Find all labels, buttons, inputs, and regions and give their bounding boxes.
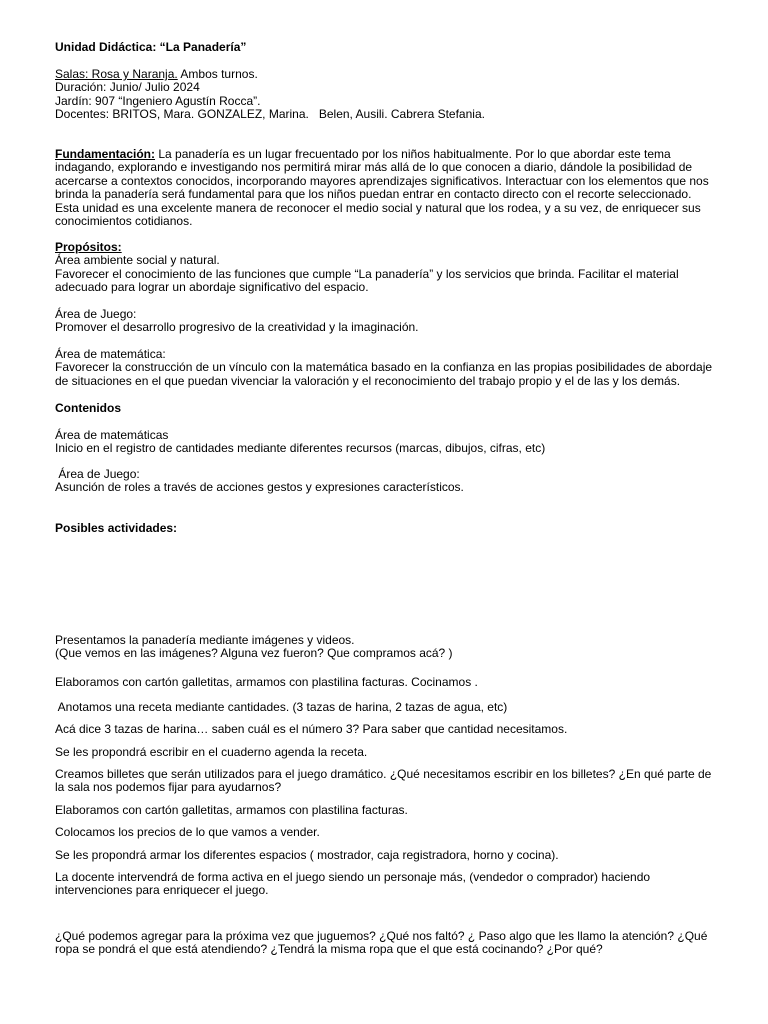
actividad-item: Creamos billetes que serán utilizados para el juego dramático. ¿Qué necesitamos escribir en los billetes? ¿En qué parte de la sala nos podemos fijar para ayudarnos? xyxy=(55,767,712,795)
propositos-matematica xyxy=(55,348,715,388)
contenidos-matematicas xyxy=(55,429,715,456)
salas-line xyxy=(55,68,715,81)
contenidos-area-matematicas: Área de matemáticas xyxy=(55,428,169,442)
actividades-heading: Posibles actividades: xyxy=(55,521,178,535)
jardin-line: Jardín: 907 “Ingeniero Agustín Rocca”. xyxy=(55,93,261,108)
duracion-line: Duración: Junio/ Julio 2024 xyxy=(55,80,200,95)
actividad-item: Se les propondrá escribir en el cuaderno agenda la receta. xyxy=(55,745,368,759)
propositos-area-juego: Área de Juego: xyxy=(55,307,137,321)
document-title: Unidad Didáctica: “La Panadería” xyxy=(55,40,247,54)
fundamentacion-label: Fundamentación: xyxy=(55,147,156,161)
actividad-item: Elaboramos con cartón galletitas, armamos con plastilina facturas. xyxy=(55,803,408,817)
salas-rest: Ambos turnos. xyxy=(177,67,258,81)
propositos-area-ambiente: Área ambiente social y natural. xyxy=(55,253,220,268)
propositos-area-matematica: Área de matemática: xyxy=(55,347,166,361)
contenidos-area-juego-text: Asunción de roles a través de acciones gestos y expresiones característicos. xyxy=(55,480,464,495)
actividad-item: La docente intervendrá de forma activa en el juego siendo un personaje más, (vendedor o comprador) haciendo intervenciones para enriquecer el juego. xyxy=(55,870,651,898)
propositos-area-matematica-text: Favorecer la construcción de un vínculo con la matemática basado en la confianza en las propias posibilidades de abordaje de situaciones en el que puedan vivenciar la valoración y el reconocimiento del trabajo propio y el de las y los demás. xyxy=(55,360,713,388)
actividad-line: (Que vemos en las imágenes? Alguna vez fueron? Que compramos acá? ) xyxy=(55,646,453,661)
actividad-item: Anotamos una receta mediante cantidades. (3 tazas de harina, 2 tazas de agua, etc) xyxy=(55,700,508,714)
actividad-item: Colocamos los precios de lo que vamos a vender. xyxy=(55,825,320,839)
contenidos-area-juego: Área de Juego: xyxy=(55,467,140,481)
propositos-area-ambiente-text: Favorecer el conocimiento de las funciones que cumple “La panadería” y los servicios que brinda. Facilitar el material adecuado para lograr un abordaje significativo del espacio. xyxy=(55,266,679,295)
actividad-item xyxy=(55,634,715,661)
actividad-item: ¿Qué podemos agregar para la próxima vez que juguemos? ¿Qué nos faltó? ¿ Paso algo que les llamo la atención? ¿Qué ropa se pondrá el que está atendiendo? ¿Tendrá la misma ropa que el que está cocinando? ¿Por qué? xyxy=(55,929,708,957)
contenidos-area-matematicas-text: Inicio en el registro de cantidades mediante diferentes recursos (marcas, dibujos, cifras, etc) xyxy=(55,441,546,456)
propositos-area-juego-text: Promover el desarrollo progresivo de la creatividad y la imaginación. xyxy=(55,320,419,335)
contenidos-heading: Contenidos xyxy=(55,401,121,415)
salas-label: Salas: Rosa y Naranja. xyxy=(55,67,178,81)
contenidos-juego xyxy=(55,468,715,495)
docentes-line: Docentes: BRITOS, Mara. GONZALEZ, Marina. Belen, Ausili. Cabrera Stefania. xyxy=(55,107,485,122)
actividad-line: Presentamos la panadería mediante imágenes y videos. xyxy=(55,633,355,647)
propositos-section xyxy=(55,241,715,295)
propositos-heading: Propósitos: xyxy=(55,240,122,254)
fundamentacion-paragraph xyxy=(55,148,715,228)
propositos-juego xyxy=(55,308,715,335)
fundamentacion-text: La panadería es un lugar frecuentado por los niños habitualmente. Por lo que abordar este tema indagando, explorando e investigando nos permitirá mirar más allá de lo que conocen a diario, dándole la posibilidad de acercarse a contextos conocidos, incorporando mayores aprendizajes significativos. Interactuar con los elementos que nos brinda la panadería será fundamental para que los niños puedan entrar en contacto directo con el recorte seleccionado. Esta unidad es una excelente manera de reconocer el medio social y natural que los rodea, y a su vez, de enriquecer sus conocimientos cotidianos. xyxy=(55,147,709,229)
actividad-item: Se les propondrá armar los diferentes espacios ( mostrador, caja registradora, horno y cocina). xyxy=(55,848,559,862)
actividad-item: Acá dice 3 tazas de harina… saben cuál es el número 3? Para saber que cantidad necesitamos. xyxy=(55,722,568,736)
header-info xyxy=(55,68,715,122)
actividad-item: Elaboramos con cartón galletitas, armamos con plastilina facturas. Cocinamos . xyxy=(55,675,478,689)
